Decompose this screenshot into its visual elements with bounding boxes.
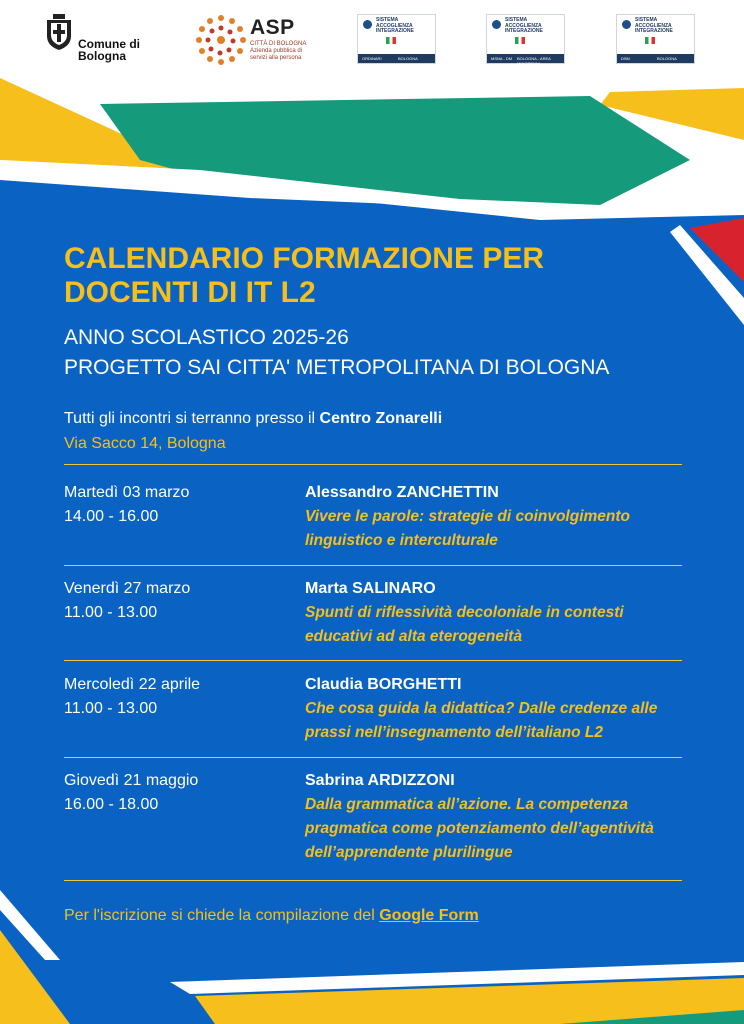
event-topic: Che cosa guida la didattica? Dalle credenze alle prassi nell’insegnamento dell’italiano L2 (305, 700, 658, 741)
event-when (64, 673, 294, 721)
divider (64, 660, 682, 661)
event-time: 16.00 - 18.00 (64, 796, 159, 813)
coat-of-arms-icon (44, 14, 74, 50)
event-what (305, 769, 690, 865)
event-speaker: Marta SALINARO (305, 580, 436, 597)
comune-di-bologna-logo (44, 14, 144, 64)
sai-left: ORDINARI (362, 56, 382, 61)
subtitle-line-1: ANNO SCOLASTICO 2025-26 (64, 326, 349, 349)
divider (64, 880, 682, 881)
sai-bar (487, 54, 564, 66)
event-date: Martedì 03 marzo (64, 484, 190, 501)
sai-dot-icon (622, 20, 631, 29)
flag-icon (515, 37, 525, 44)
event-topic: Spunti di riflessività decoloniale in contesti educativi ad alta eterogeneità (305, 604, 624, 645)
venue-address: Via Sacco 14, Bologna (64, 435, 226, 452)
google-form-link[interactable]: Google Form (379, 907, 479, 924)
asp-tagline: CITTÀ DI BOLOGNA Azienda pubblica di servizi alla persona (250, 41, 307, 61)
event-topic: Vivere le parole: strategie di coinvolgimento linguistico e interculturale (305, 508, 631, 549)
event-when (64, 769, 294, 817)
event-topic: Dalla grammatica all’azione. La competenza pragmatica come potenziamento dell’agentività dell’apprendente plurilingue (305, 796, 654, 861)
comune-label: Comune di Bologna (78, 37, 140, 63)
registration-note (64, 904, 479, 928)
sai-title: SISTEMA ACCOGLIENZA INTEGRAZIONE (505, 17, 543, 34)
sai-bar (617, 54, 694, 63)
venue-info (64, 406, 442, 456)
sai-right: BOLOGNA (398, 56, 418, 61)
sai-logo-3 (616, 14, 695, 64)
event-time: 11.00 - 13.00 (64, 604, 158, 621)
sai-left: MSNA - DM (491, 56, 513, 61)
sai-left: DSM (621, 56, 630, 61)
sai-title: SISTEMA ACCOGLIENZA INTEGRAZIONE (376, 17, 414, 34)
event-speaker: Claudia BORGHETTI (305, 676, 462, 693)
page-subtitle (64, 323, 704, 383)
event-when (64, 577, 294, 625)
sai-dot-icon (363, 20, 372, 29)
sai-logo-2 (486, 14, 565, 64)
flag-icon (645, 37, 655, 44)
sai-bar (358, 54, 435, 63)
event-date: Mercoledì 22 aprile (64, 676, 201, 693)
divider (64, 757, 682, 758)
event-speaker: Sabrina ARDIZZONI (305, 772, 455, 789)
event-time: 11.00 - 13.00 (64, 700, 158, 717)
registration-text: Per l'iscrizione si chiede la compilazione del (64, 907, 375, 924)
sai-logo-1 (357, 14, 436, 64)
event-what (305, 577, 690, 649)
venue-text: Tutti gli incontri si terranno presso il (64, 410, 316, 427)
event-when (64, 481, 294, 529)
sai-right: BOLOGNA - AREA MINORENNI (517, 56, 551, 66)
event-time: 14.00 - 16.00 (64, 508, 159, 525)
venue-name: Centro Zonarelli (319, 410, 443, 427)
asp-dots-icon (195, 14, 247, 66)
sai-right: BOLOGNA (657, 56, 677, 61)
event-date: Giovedì 21 maggio (64, 772, 199, 789)
event-speaker: Alessandro ZANCHETTIN (305, 484, 499, 501)
event-what (305, 673, 690, 745)
subtitle-line-2: PROGETTO SAI CITTA' METROPOLITANA DI BOLOGNA (64, 356, 610, 379)
sai-dot-icon (492, 20, 501, 29)
asp-name: ASP (250, 16, 295, 39)
flag-icon (386, 37, 396, 44)
asp-logo (195, 12, 315, 68)
page-title: CALENDARIO FORMAZIONE PER DOCENTI DI IT L2 (64, 242, 544, 309)
green-band (100, 96, 690, 205)
event-date: Venerdì 27 marzo (64, 580, 191, 597)
divider (64, 464, 682, 465)
event-what (305, 481, 690, 553)
divider (64, 565, 682, 566)
sai-title: SISTEMA ACCOGLIENZA INTEGRAZIONE (635, 17, 673, 34)
